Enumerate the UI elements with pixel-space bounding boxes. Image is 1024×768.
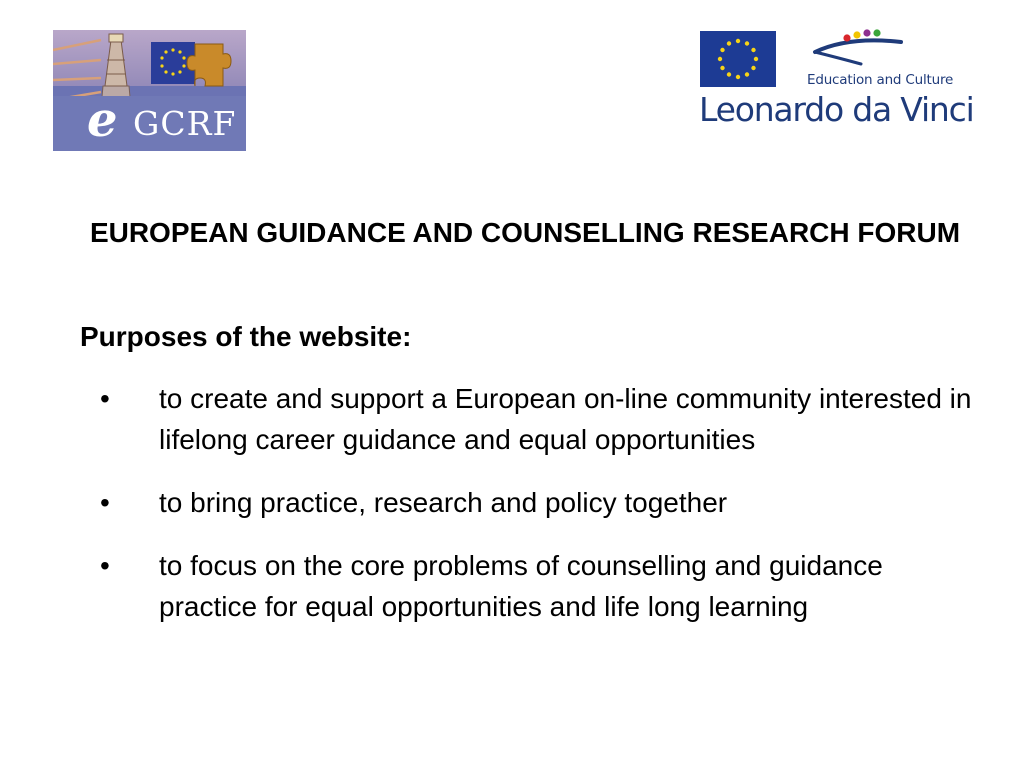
- list-item-text: to bring practice, research and policy together: [159, 487, 728, 518]
- egcrf-logo-text: GCRF: [133, 104, 237, 143]
- leonardo-da-vinci-label: Leonardo da Vinci: [699, 90, 974, 129]
- list-item-text: to focus on the core problems of counselling and guidance practice for equal opportunities and life long learning: [159, 550, 883, 622]
- bullet-icon: •: [100, 550, 110, 581]
- bullet-icon: •: [100, 383, 110, 414]
- leonardo-da-vinci-logo: [697, 28, 974, 132]
- list-item: [0, 482, 1024, 523]
- education-and-culture-label: Education and Culture: [807, 72, 954, 88]
- page-title: EUROPEAN GUIDANCE AND COUNSELLING RESEARCH FORUM: [89, 217, 961, 248]
- eu-flag-icon: [700, 31, 776, 87]
- egcrf-e-letter: e: [87, 92, 118, 148]
- education-culture-swoosh-icon: [809, 28, 909, 72]
- egcrf-logo: [53, 30, 246, 151]
- list-item: [0, 378, 1024, 460]
- list-item: [0, 545, 1024, 627]
- purposes-list: [0, 378, 1024, 649]
- list-item-text: to create and support a European on-line community interested in lifelong career guidance and equal opportunities: [159, 383, 972, 455]
- bullet-icon: •: [100, 487, 110, 518]
- section-heading: Purposes of the website:: [80, 321, 412, 352]
